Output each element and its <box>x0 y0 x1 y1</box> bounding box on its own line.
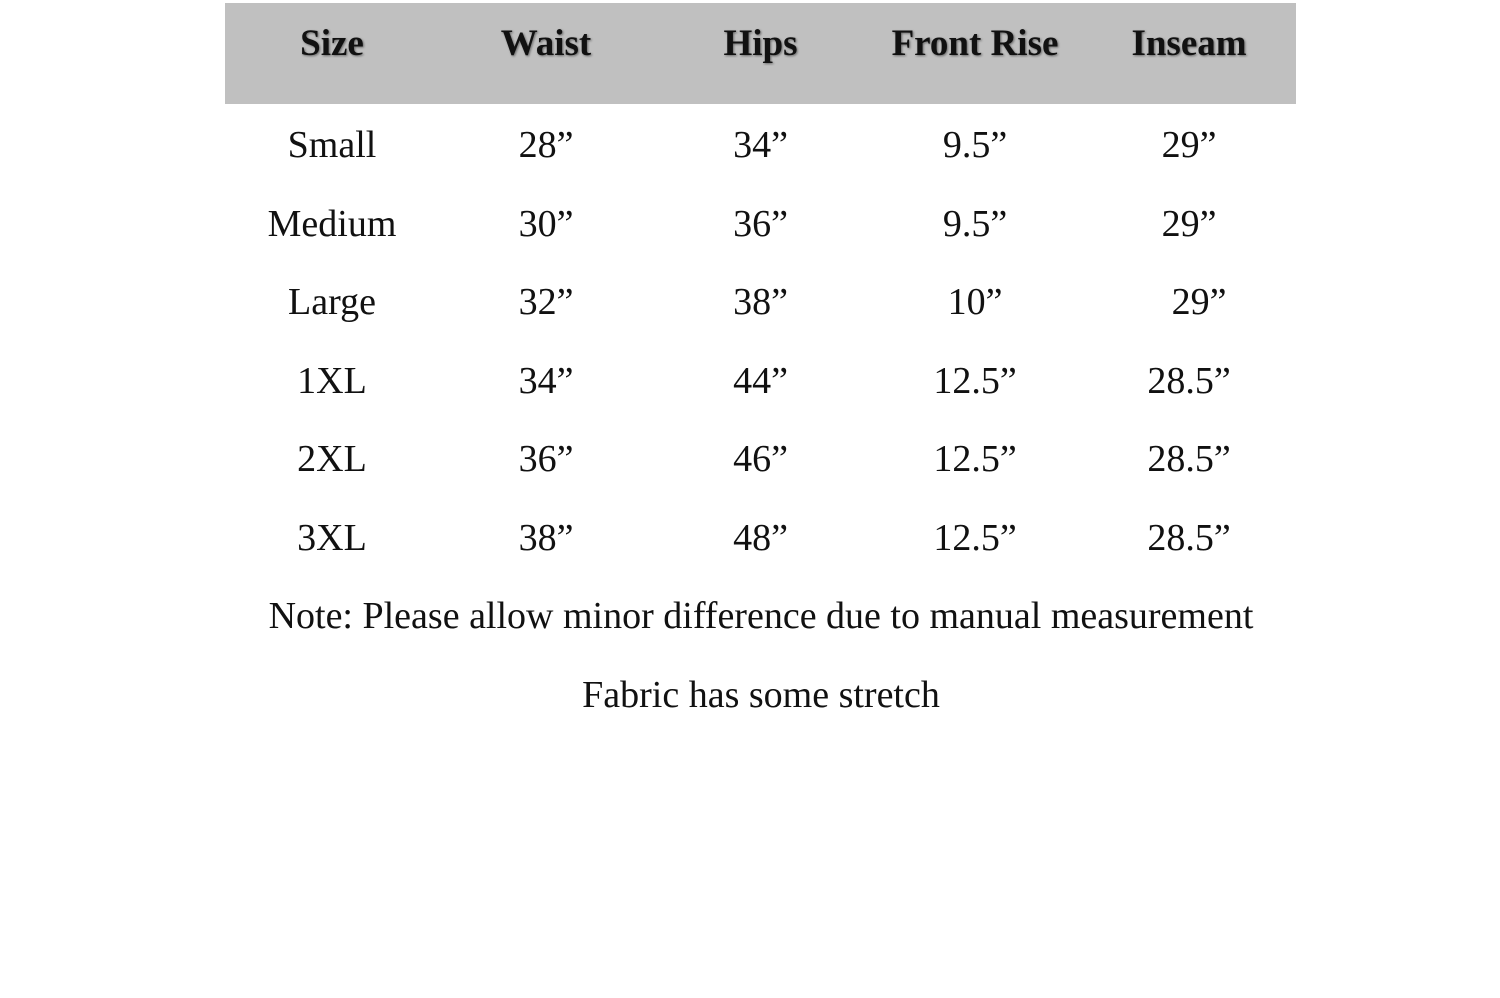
header-inseam: Inseam <box>1131 23 1247 64</box>
cell-inseam: 29” <box>1161 124 1217 167</box>
cell-waist: 34” <box>518 359 574 402</box>
table-row <box>225 263 1296 342</box>
cell-waist: 32” <box>518 281 574 324</box>
cell-hips: 34” <box>733 124 788 167</box>
table-row <box>225 420 1296 499</box>
table-header-row <box>225 3 1296 104</box>
cell-size: 2XL <box>297 438 367 481</box>
measurement-note: Note: Please allow minor difference due to manual measurement <box>268 595 1254 637</box>
table-row <box>225 342 1296 421</box>
cell-size: 1XL <box>297 359 367 402</box>
header-hips: Hips <box>723 23 798 64</box>
header-front-rise: Front Rise <box>891 23 1059 64</box>
cell-inseam: 29” <box>1161 202 1217 245</box>
table-row <box>225 499 1296 578</box>
table-body <box>225 104 1296 577</box>
cell-front-rise: 12.5” <box>933 359 1017 402</box>
cell-waist: 28” <box>518 124 574 167</box>
cell-size: Small <box>287 124 377 167</box>
fabric-note: Fabric has some stretch <box>582 674 940 716</box>
cell-front-rise: 9.5” <box>942 124 1008 167</box>
header-waist: Waist <box>500 23 592 64</box>
cell-hips: 46” <box>733 438 788 481</box>
cell-inseam: 28.5” <box>1147 359 1231 402</box>
cell-waist: 36” <box>518 438 574 481</box>
size-chart-table <box>225 3 1296 577</box>
cell-hips: 48” <box>733 516 788 559</box>
cell-hips: 44” <box>733 359 788 402</box>
cell-inseam: 28.5” <box>1147 516 1231 559</box>
cell-waist: 30” <box>518 202 574 245</box>
header-size: Size <box>300 23 364 64</box>
cell-front-rise: 12.5” <box>933 438 1017 481</box>
cell-front-rise: 10” <box>947 281 1003 324</box>
cell-size: Large <box>288 281 376 324</box>
cell-hips: 38” <box>733 281 788 324</box>
cell-front-rise: 9.5” <box>942 202 1008 245</box>
cell-inseam: 29” <box>1171 281 1227 324</box>
cell-waist: 38” <box>518 516 574 559</box>
cell-size: Medium <box>267 202 397 245</box>
cell-size: 3XL <box>297 516 367 559</box>
cell-hips: 36” <box>733 202 788 245</box>
table-row <box>225 185 1296 264</box>
cell-inseam: 28.5” <box>1147 438 1231 481</box>
cell-front-rise: 12.5” <box>933 516 1017 559</box>
table-row <box>225 106 1296 185</box>
